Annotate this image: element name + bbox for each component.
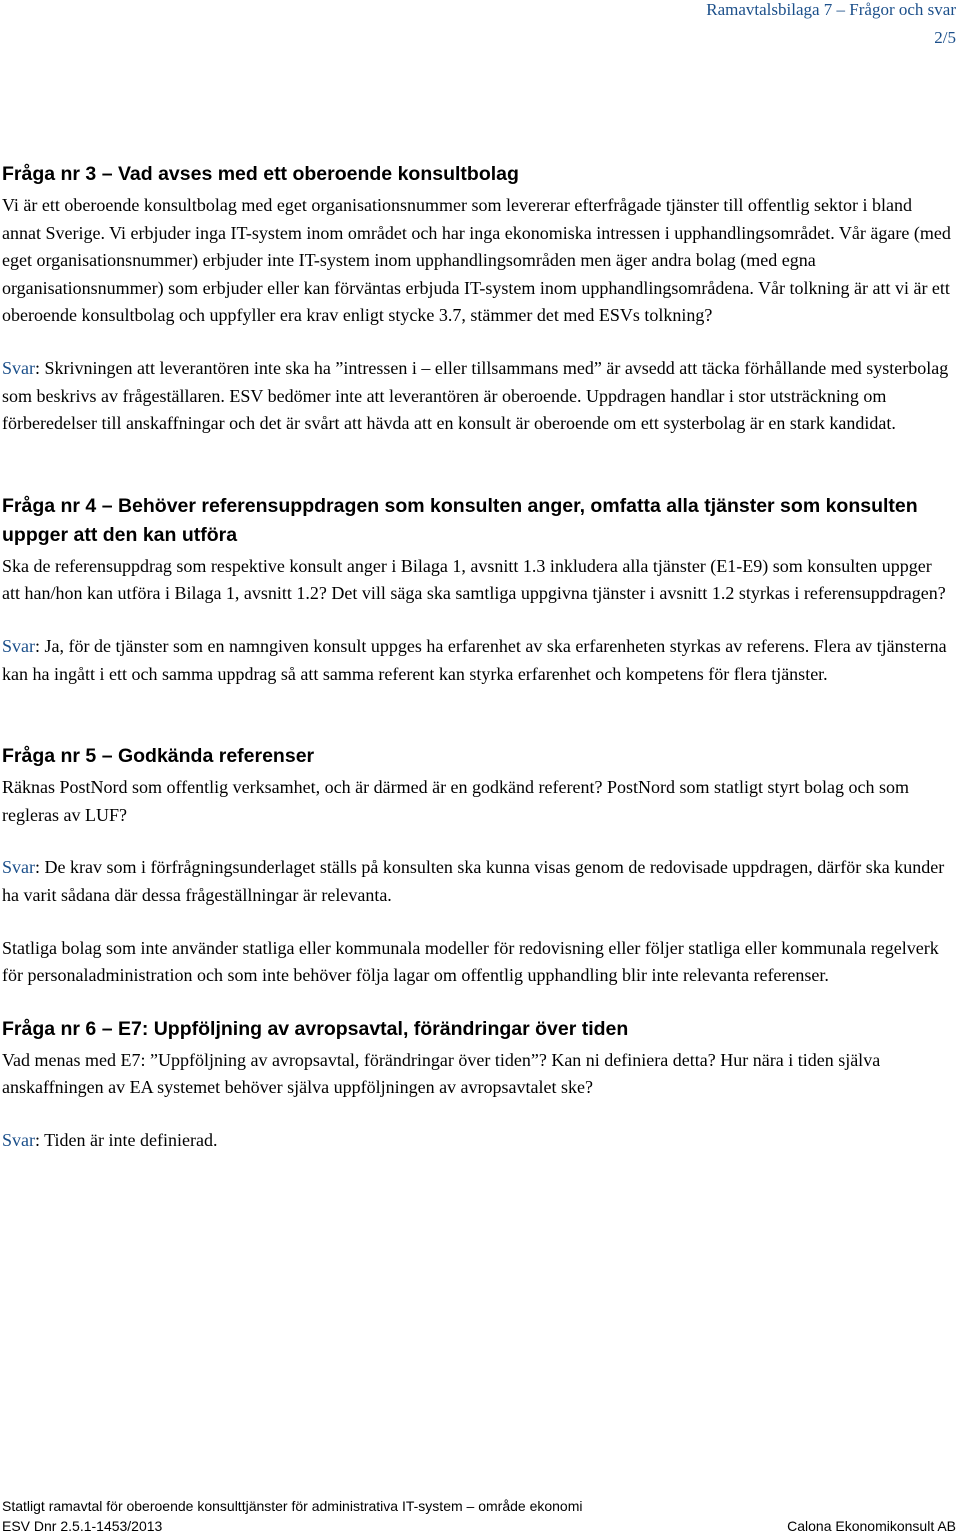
- answer-5-text: : De krav som i förfrågningsunderlaget ställs på konsulten ska kunna visas genom de redovisade uppdragen, därför ska kunder ha varit sådana där dessa frågeställningar är relevanta.: [2, 857, 945, 905]
- page-footer: [2, 1496, 956, 1536]
- question-3-heading: Fråga nr 3 – Vad avses med ett oberoende konsultbolag: [2, 163, 519, 185]
- answer-4: [2, 633, 952, 688]
- document-header-title: Ramavtalsbilaga 7 – Frågor och svar: [706, 0, 956, 19]
- footer-row: [2, 1516, 956, 1536]
- page-number: 2/5: [934, 28, 956, 47]
- answer-5-extra: Statliga bolag som inte använder statliga eller kommunala modeller för redovisning eller följer statliga eller kommunala regelverk för personaladministration och som inte behöver följa lagar om offentlig upphandling blir inte relevanta referenser.: [2, 937, 939, 986]
- answer-label: Svar: [2, 635, 35, 656]
- footer-company: Calona Ekonomikonsult AB: [787, 1518, 956, 1534]
- question-3-text: Vi är ett oberoende konsultbolag med eget organisationsnummer som levererar efterfrågade tjänster till offentlig sektor i bland annat Sverige. Vi erbjuder inga IT-system inom området och har inga ekonomiska intressen i upphandlingsområdet. Vår ägare (med eget organisationsnummer) erbjuder inte IT-system inom upphandlingsområden men äger andra bolag (med egna organisationsnummer) som erbjuder eller kan förväntas erbjuda IT-system inom upphandlingsområdena. Vår tolkning är att vi är ett oberoende konsultbolag och uppfyller era krav enligt stycke 3.7, stämmer det med ESVs tolkning?: [2, 195, 951, 326]
- answer-label: Svar: [2, 1129, 35, 1150]
- question-5-text: Räknas PostNord som offentlig verksamhet, och är därmed är en godkänd referent? PostNord som statligt styrt bolag och som regleras av LUF?: [2, 777, 909, 825]
- question-6-text: Vad menas med E7: ”Uppföljning av avropsavtal, förändringar över tiden”? Kan ni definiera detta? Hur nära i tiden själva anskaffningen av EA systemet behöver själva uppföljningen av avropsavtalet ske?: [2, 1049, 881, 1098]
- document-body: [2, 160, 952, 1154]
- answer-6-text: : Tiden är inte definierad.: [35, 1129, 218, 1150]
- question-4-heading: Fråga nr 4 – Behöver referensuppdragen som konsulten anger, omfatta alla tjänster som konsulten uppger att den kan utföra: [2, 494, 918, 546]
- question-6-heading: Fråga nr 6 – E7: Uppföljning av avropsavtal, förändringar över tiden: [2, 1017, 629, 1040]
- answer-4-text: : Ja, för de tjänster som en namngiven konsult uppges ha erfarenhet av ska erfarenheten styrkas av referens. Flera av tjänsterna kan ha ingått i ett och samma uppdrag så att samma referent kan styrka erfarenhet och kompetens för flera tjänster.: [2, 635, 947, 684]
- footer-agreement-title: Statligt ramavtal för oberoende konsulttjänster för administrativa IT-system – område ekonomi: [2, 1498, 583, 1514]
- question-5-heading: Fråga nr 5 – Godkända referenser: [2, 745, 315, 768]
- footer-dnr: ESV Dnr 2.5.1-1453/2013: [2, 1518, 163, 1534]
- answer-3-text: : Skrivningen att leverantören inte ska ha ”intressen i – eller tillsammans med” är avsedd att täcka förhållande med systerbolag som beskrivs av frågeställaren. ESV bedömer inte att leverantören är oberoende. Uppdragen handlar i stor utsträckning om förberedelser till anskaffningar och det är svårt att hävda att en konsult är oberoende om ett systerbolag är en stark kandidat.: [2, 357, 949, 434]
- answer-6: [2, 1127, 952, 1155]
- answer-label: Svar: [2, 857, 35, 878]
- question-4-text: Ska de referensuppdrag som respektive konsult anger i Bilaga 1, avsnitt 1.3 inkludera alla tjänster (E1-E9) som konsulten uppger att han/hon kan utföra i Bilaga 1, avsnitt 1.2? Det vill säga ska samtliga uppgivna tjänster i avsnitt 1.2 styrkas i referensuppdragen?: [2, 555, 946, 604]
- answer-label: Svar: [2, 357, 35, 378]
- answer-3: [2, 355, 952, 438]
- answer-5: [2, 854, 952, 909]
